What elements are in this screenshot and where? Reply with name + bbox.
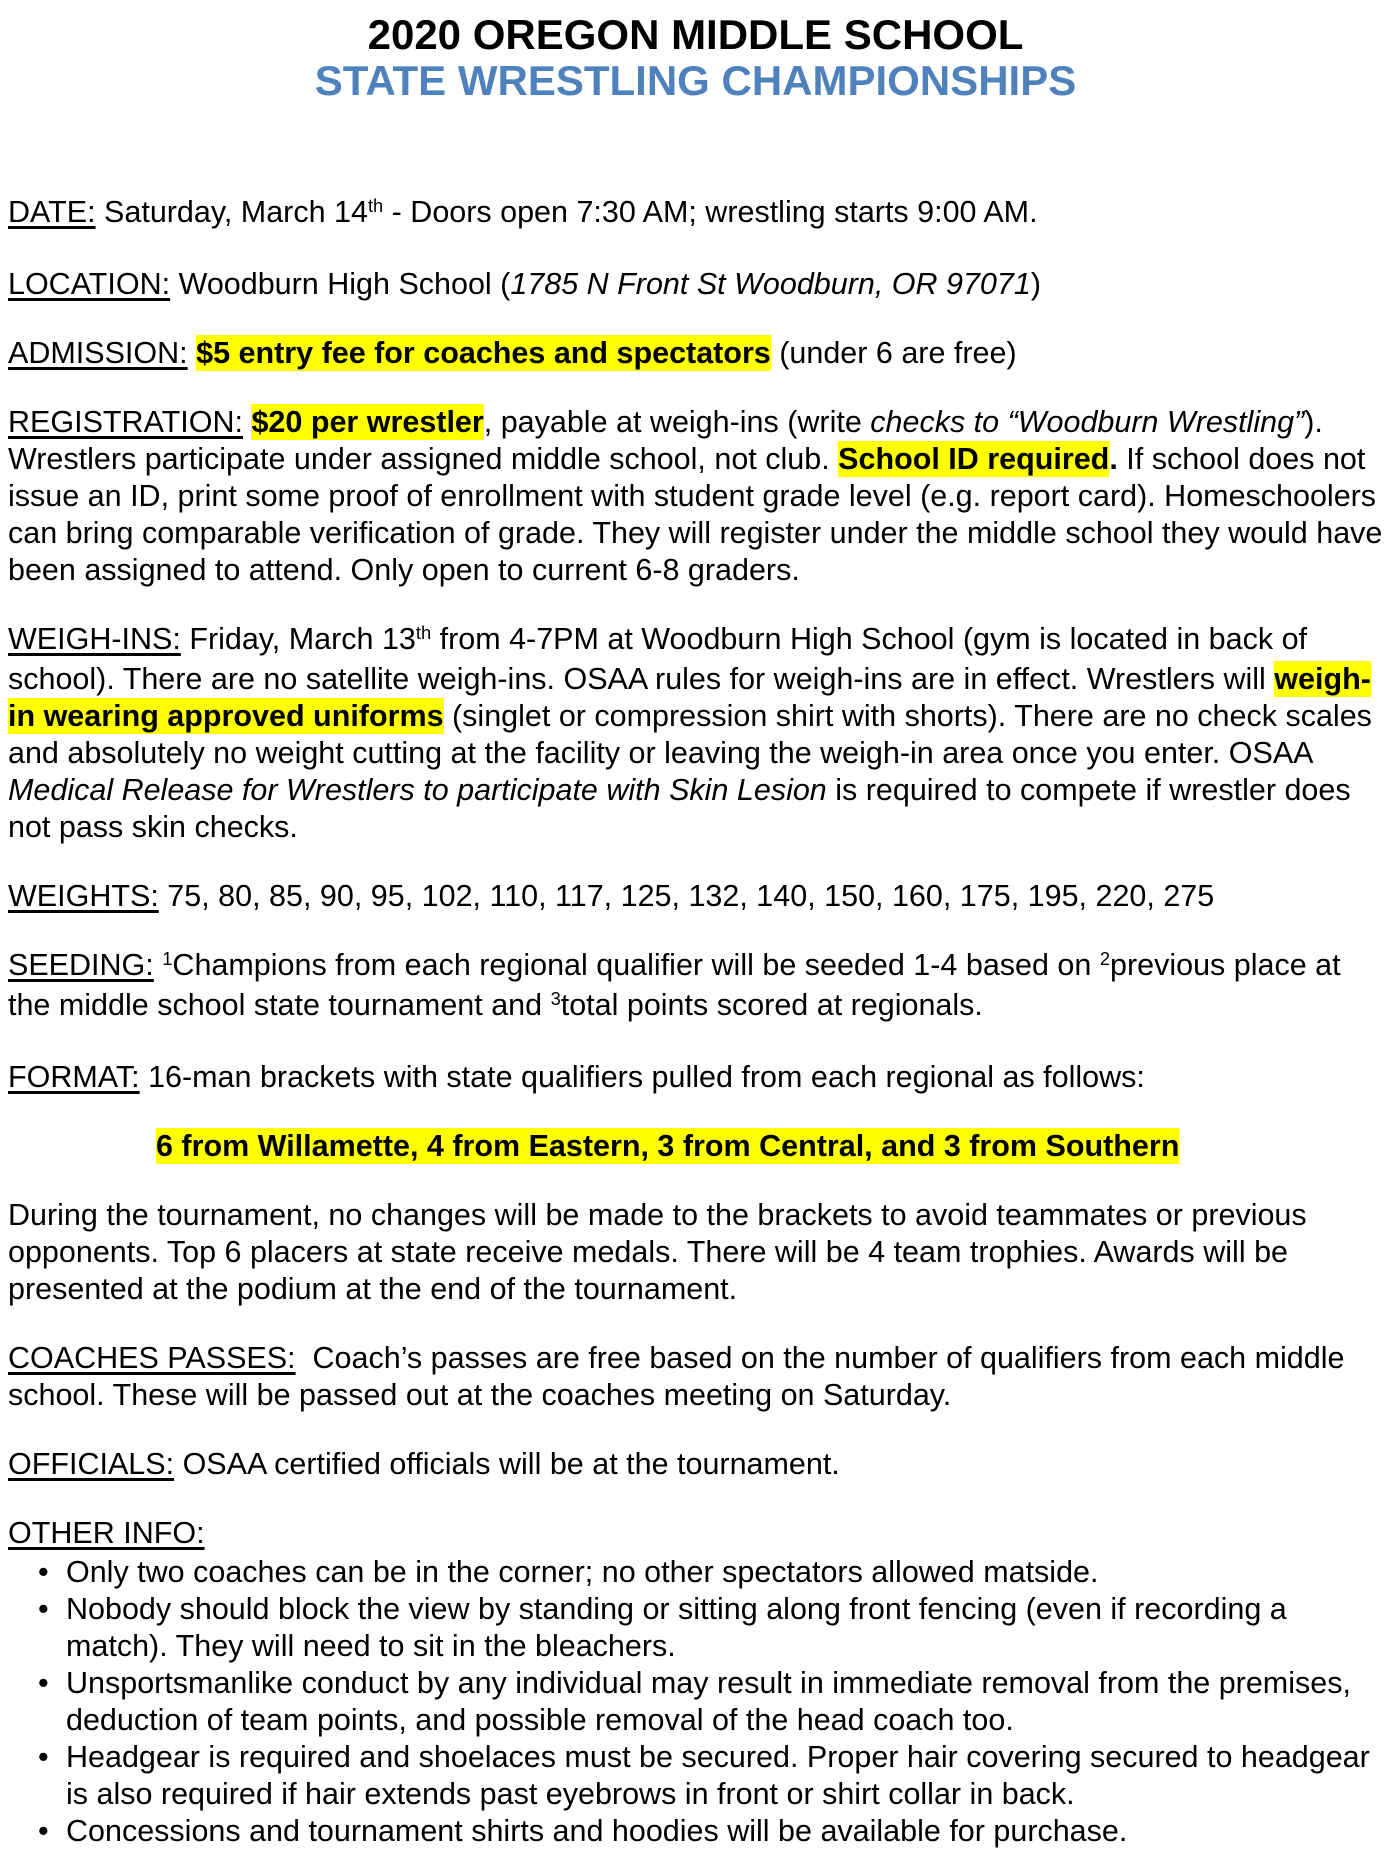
paragraph-officials bbox=[8, 1446, 1383, 1483]
text-run: 3 bbox=[550, 987, 561, 1009]
text-run: th bbox=[415, 621, 432, 643]
text-run: If school does not issue an ID, print some proof of enrollment with student grade level (e.g. report card). Homeschoolers can bring comparable verification of grade. They will register under the middle school they would have been assigned to attend. Only open to current 6-8 graders. bbox=[8, 442, 1383, 587]
text-run: from 4-7PM at Woodburn High School (gym is located in back of school). There are no satellite weigh-ins. OSAA rules for weigh-ins are in effect. Wrestlers will bbox=[8, 622, 1308, 696]
text-run: ) bbox=[1030, 267, 1041, 301]
text-run: OFFICIALS: bbox=[8, 1447, 175, 1481]
text-run: ). Wrestlers participate under assigned middle school, not club. bbox=[8, 405, 1323, 476]
text-run: - Doors open 7:30 AM; wrestling starts 9:00 AM. bbox=[383, 195, 1038, 229]
text-run: Only two coaches can be in the corner; no other spectators allowed matside. bbox=[66, 1555, 1099, 1589]
text-run: SEEDING: bbox=[8, 948, 154, 982]
text-run: Woodburn High School ( bbox=[170, 267, 511, 301]
paragraph-tournament-rules bbox=[8, 1197, 1383, 1308]
text-run: Nobody should block the view by standing or sitting along front fencing (even if recording a match). They will need to sit in the bleachers. bbox=[66, 1592, 1287, 1663]
text-run: 1785 N Front St Woodburn, OR 97071 bbox=[510, 267, 1031, 301]
text-run: Concessions and tournament shirts and hoodies will be available for purchase. bbox=[66, 1814, 1128, 1848]
text-run: Medical Release for Wrestlers to participate with Skin Lesion bbox=[8, 773, 827, 807]
document-title bbox=[8, 12, 1383, 104]
content-flow bbox=[8, 194, 1383, 1850]
text-run: previous place at the middle school state tournament and bbox=[8, 948, 1341, 1022]
paragraph-date bbox=[8, 194, 1383, 234]
list-item-text bbox=[66, 1813, 1383, 1850]
paragraph-format-callout bbox=[156, 1128, 1383, 1165]
text-run: Coach’s passes are free based on the number of qualifiers from each middle school. These will be passed out at the coaches meeting on Saturday. bbox=[8, 1341, 1345, 1412]
text-run: OSAA certified officials will be at the tournament. bbox=[174, 1447, 840, 1481]
text-run: OTHER INFO: bbox=[8, 1516, 205, 1550]
text-run: th bbox=[367, 194, 384, 216]
text-run: Champions from each regional qualifier will be seeded 1-4 based on bbox=[172, 948, 1100, 982]
text-run: checks to “Woodburn Wrestling” bbox=[870, 405, 1305, 439]
bullet-icon: • bbox=[38, 1814, 49, 1848]
text-run: . bbox=[1109, 442, 1118, 476]
other-info-bullets bbox=[8, 1554, 1383, 1850]
text-run: Friday, March 13 bbox=[180, 622, 416, 656]
paragraph-other-info-header bbox=[8, 1515, 1383, 1552]
text-run bbox=[188, 336, 196, 370]
title-line-2: STATE WRESTLING CHAMPIONSHIPS bbox=[314, 57, 1077, 104]
text-run: DATE: bbox=[8, 195, 96, 229]
text-run: ADMISSION: bbox=[8, 336, 188, 370]
text-run: weigh-in wearing approved uniforms bbox=[8, 662, 1371, 733]
paragraph-registration bbox=[8, 404, 1383, 589]
bullet-icon: • bbox=[38, 1740, 49, 1774]
text-run: , payable at weigh-ins (write bbox=[483, 405, 871, 439]
text-run: 75, 80, 85, 90, 95, 102, 110, 117, 125, 132, 140, 150, 160, 175, 195, 220, 275 bbox=[158, 879, 1215, 913]
text-run: $5 entry fee for coaches and spectators bbox=[196, 336, 771, 370]
text-run: is required to compete if wrestler does not pass skin checks. bbox=[8, 773, 1351, 844]
list-item bbox=[8, 1554, 1383, 1591]
text-run: REGISTRATION: bbox=[8, 405, 243, 439]
text-run: $20 per wrestler bbox=[251, 405, 484, 439]
text-run: LOCATION: bbox=[8, 267, 171, 301]
text-run: 2 bbox=[1099, 947, 1110, 969]
paragraph-format bbox=[8, 1059, 1383, 1096]
paragraph-admission bbox=[8, 335, 1383, 372]
text-run: Saturday, March 14 bbox=[95, 195, 368, 229]
paragraph-coaches-passes bbox=[8, 1340, 1383, 1414]
text-run: FORMAT: bbox=[8, 1060, 140, 1094]
text-run: total points scored at regionals. bbox=[560, 988, 983, 1022]
bullet-icon: • bbox=[38, 1666, 49, 1700]
list-item-text bbox=[66, 1665, 1383, 1739]
paragraph-location bbox=[8, 266, 1383, 303]
text-run: (under 6 are free) bbox=[770, 336, 1017, 370]
list-item bbox=[8, 1665, 1383, 1739]
bullet-icon: • bbox=[38, 1555, 49, 1589]
list-item-text bbox=[66, 1591, 1383, 1665]
text-run bbox=[154, 948, 162, 982]
list-item bbox=[8, 1591, 1383, 1665]
text-run: During the tournament, no changes will be made to the brackets to avoid teammates or previous opponents. Top 6 placers at state receive medals. There will be 4 team trophies. Awards will be presented at the podium at the end of the tournament. bbox=[8, 1198, 1307, 1306]
text-run: 6 from Willamette, 4 from Eastern, 3 from Central, and 3 from Southern bbox=[156, 1129, 1180, 1163]
text-run: Headgear is required and shoelaces must be secured. Proper hair covering secured to headgear is also required if hair extends past eyebrows in front or shirt collar in back. bbox=[66, 1740, 1370, 1811]
title-line-1: 2020 OREGON MIDDLE SCHOOL bbox=[367, 11, 1024, 58]
bullet-icon: • bbox=[38, 1592, 49, 1626]
paragraph-weigh-ins bbox=[8, 621, 1383, 846]
text-run: (singlet or compression shirt with shorts). There are no check scales and absolutely no weight cutting at the facility or leaving the weigh-in area once you enter. OSAA bbox=[8, 699, 1372, 770]
text-run: WEIGHTS: bbox=[8, 879, 159, 913]
list-item-text bbox=[66, 1554, 1383, 1591]
text-run: School ID required bbox=[838, 442, 1110, 476]
list-item bbox=[8, 1813, 1383, 1850]
text-run: 1 bbox=[162, 947, 173, 969]
paragraph-seeding bbox=[8, 947, 1383, 1027]
paragraph-weights bbox=[8, 878, 1383, 915]
text-run: COACHES PASSES: bbox=[8, 1341, 296, 1375]
text-run: Unsportsmanlike conduct by any individual may result in immediate removal from the premises, deduction of team points, and possible removal of the head coach too. bbox=[66, 1666, 1351, 1737]
list-item-text bbox=[66, 1739, 1383, 1813]
list-item bbox=[8, 1739, 1383, 1813]
text-run: WEIGH-INS: bbox=[8, 622, 181, 656]
text-run: 16-man brackets with state qualifiers pulled from each regional as follows: bbox=[139, 1060, 1145, 1094]
